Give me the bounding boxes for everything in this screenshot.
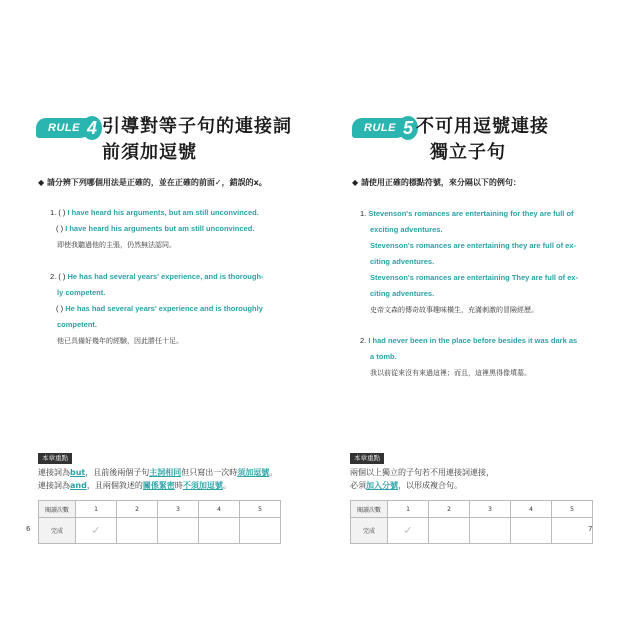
example-line: exciting adventures. (370, 225, 443, 234)
table-col-1: 1 (388, 501, 429, 518)
rule-number: 5 (398, 116, 418, 140)
example-line: ly competent. (57, 288, 106, 297)
check-marker[interactable]: 1. ( ) (50, 208, 66, 217)
rule-title-line2: 獨立子句 (430, 142, 506, 163)
table-header-label: 閱讀次數 (351, 501, 388, 518)
example-line: 2. I had never been in the place before besides it was dark as (360, 336, 578, 345)
rule-label: RULE (36, 118, 92, 138)
summary-line-1: 兩個以上獨立的子句若不用連接詞連接， (350, 468, 494, 477)
table-col-4: 4 (199, 501, 240, 518)
rule-badge (36, 116, 102, 140)
rule-label: RULE (352, 118, 408, 138)
table-cell[interactable] (511, 518, 552, 544)
translation: 他已具備好幾年的經驗，因此勝任十足。 (57, 337, 183, 345)
table-cell[interactable] (117, 518, 158, 544)
table-cell[interactable] (388, 518, 429, 544)
check-marker[interactable]: ( ) (56, 224, 64, 233)
table-cell[interactable] (199, 518, 240, 544)
table-col-5: 5 (240, 501, 281, 518)
example-line: citing adventures. (370, 289, 435, 298)
example-line: 1. Stevenson's romances are entertaining for they are full of (360, 209, 574, 218)
check-marker[interactable]: ( ) (56, 304, 64, 313)
example-line: ( ) I have heard his arguments but am still unconvinced. (56, 224, 255, 233)
table-row-label: 完成 (39, 518, 76, 544)
rule-badge (352, 116, 418, 140)
example-line: citing adventures. (370, 257, 435, 266)
table-col-3: 3 (158, 501, 199, 518)
check-marker[interactable]: 2. ( ) (50, 272, 66, 281)
instruction: ◆ 請分辨下列哪個用法是正確的，並在正確的前面✓，錯誤的x。 (38, 178, 267, 187)
rule-title-line1: 引導對等子句的連接詞 (102, 116, 292, 137)
page-number: 7 (588, 525, 593, 533)
example-line: Stevenson's romances are entertaining They are full of ex- (370, 273, 579, 282)
table-cell[interactable] (158, 518, 199, 544)
table-col-2: 2 (429, 501, 470, 518)
rule-title (416, 114, 549, 166)
example-line: a tomb. (370, 352, 397, 361)
table-col-3: 3 (470, 501, 511, 518)
table-cell[interactable] (552, 518, 593, 544)
table-col-2: 2 (117, 501, 158, 518)
example-line: 1. ( ) I have heard his arguments, but am still unconvinced. (50, 208, 259, 217)
table-col-5: 5 (552, 501, 593, 518)
example-line: Stevenson's romances are entertaining they are full of ex- (370, 241, 577, 250)
translation: 即使我聽過他的主張，仍然無法認同。 (57, 241, 176, 249)
summary-line-1: 連接詞為but，且前後兩個子句主詞相同但只寫出一次時須加逗號。 (38, 468, 278, 477)
translation: 我以前從來沒有來過這裡；而且，這裡黑得像墳墓。 (370, 369, 531, 377)
table-row-label: 完成 (351, 518, 388, 544)
summary-line-2: 必須加入分號，以形成複合句。 (350, 481, 462, 490)
example-line: 2. ( ) He has had several years' experience, and is thorough- (50, 272, 264, 281)
table-cell[interactable] (429, 518, 470, 544)
rule-number: 4 (82, 116, 102, 140)
table-col-4: 4 (511, 501, 552, 518)
table-cell[interactable] (240, 518, 281, 544)
table-cell[interactable] (76, 518, 117, 544)
rule-title-line2: 前須加逗號 (102, 142, 197, 163)
summary-line-2: 連接詞為and，且兩個敘述的關係緊密時不須加逗號。 (38, 481, 231, 490)
rule-title (102, 114, 292, 166)
table-cell[interactable] (470, 518, 511, 544)
page-number: 6 (26, 525, 31, 533)
instruction: ◆ 請使用正確的標點符號，來分隔以下的例句： (352, 178, 521, 187)
reading-count-table (350, 500, 593, 544)
chapter-key-tag: 本章重點 (38, 453, 72, 464)
chapter-key-tag: 本章重點 (350, 453, 384, 464)
right-page (310, 0, 620, 620)
rule-title-line1: 不可用逗號連接 (416, 116, 549, 137)
table-header-label: 閱讀次數 (39, 501, 76, 518)
reading-count-table (38, 500, 281, 544)
example-line: competent. (57, 320, 98, 329)
table-col-1: 1 (76, 501, 117, 518)
translation: 史帝文森的傳奇故事趣味橫生，充滿刺激的冒險經歷。 (370, 306, 538, 314)
check-icon: ✓ (91, 524, 101, 537)
example-line: ( ) He has had several years' experience and is thoroughly (56, 304, 263, 313)
check-icon: ✓ (403, 524, 413, 537)
